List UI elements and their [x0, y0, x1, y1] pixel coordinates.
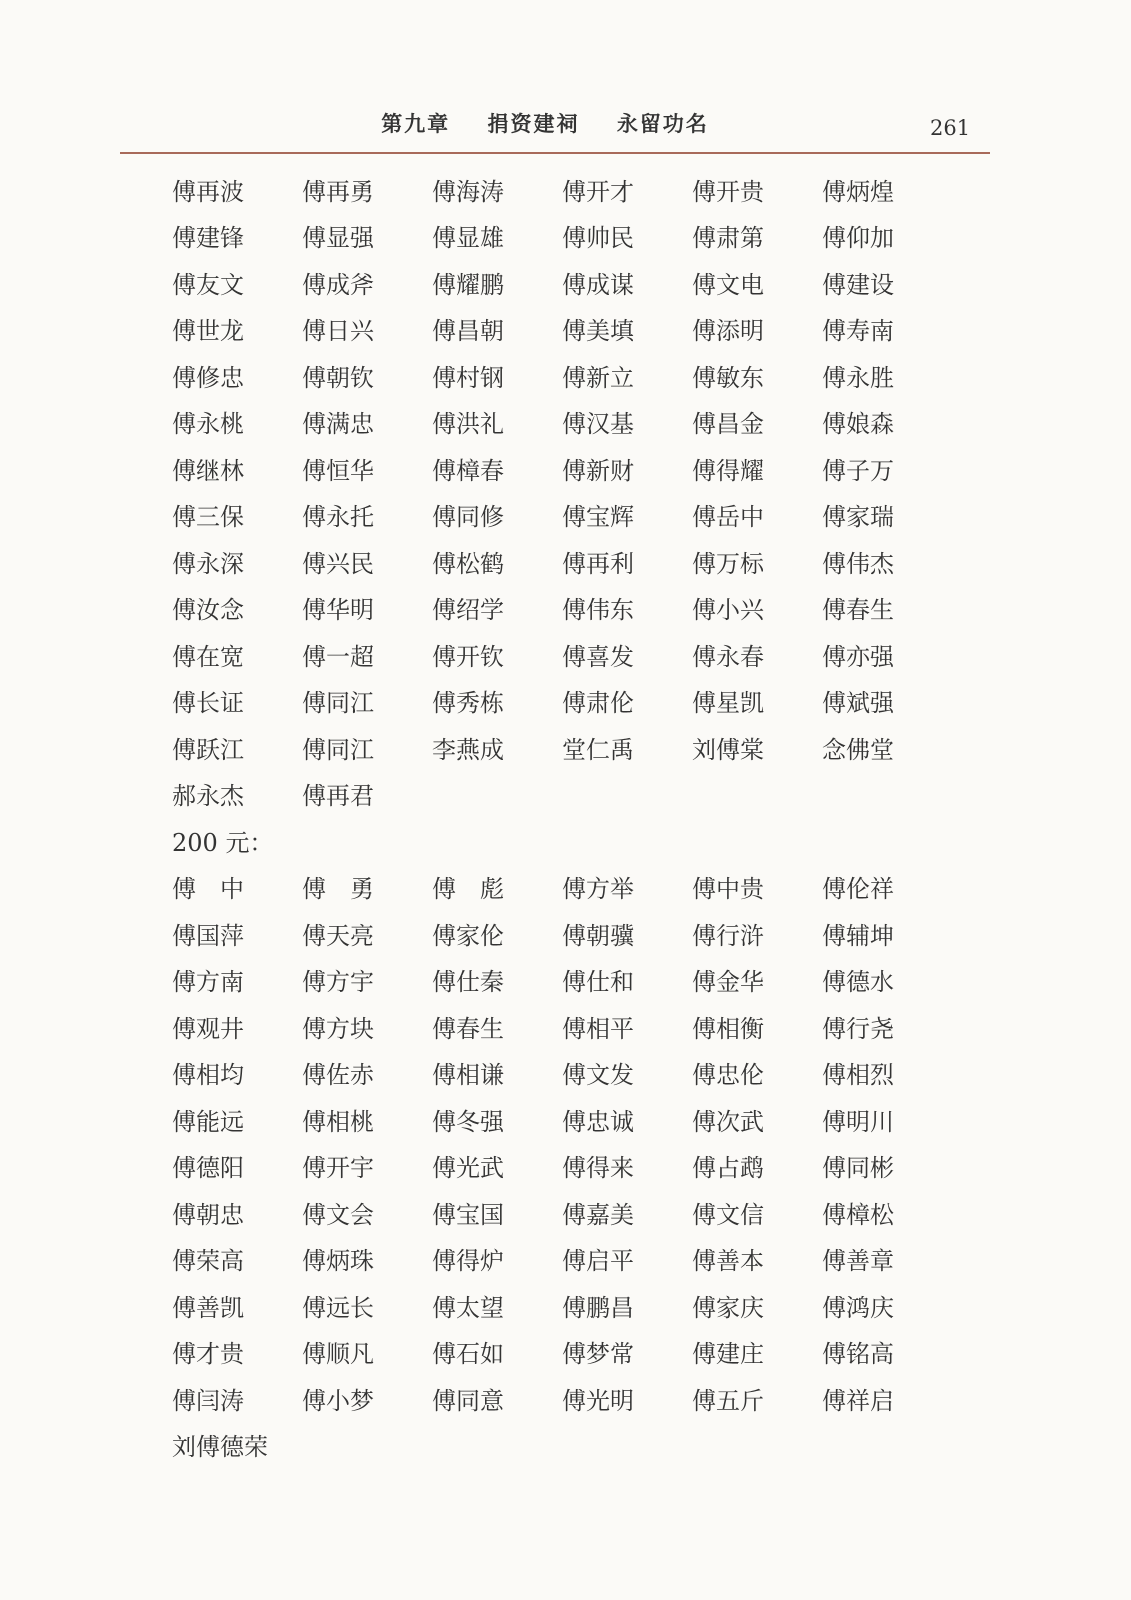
name-row	[172, 492, 972, 539]
chapter-subtitle-2: 永留功名	[616, 112, 709, 136]
donor-name: 傅荣高	[172, 1247, 244, 1276]
donor-name: 傅永胜	[822, 363, 894, 392]
name-row	[172, 910, 972, 957]
donor-name: 刘傅棠	[692, 735, 764, 764]
donor-name: 傅昌金	[692, 410, 764, 439]
donor-name: 傅添明	[692, 317, 764, 346]
donor-name: 念佛堂	[822, 735, 894, 764]
donor-name: 傅永托	[302, 503, 374, 532]
donor-name: 傅修忠	[172, 363, 244, 392]
donor-name: 傅伦祥	[822, 875, 894, 904]
donor-name: 傅仰加	[822, 224, 894, 253]
donor-name: 傅恒华	[302, 456, 374, 485]
donor-name: 傅相平	[562, 1014, 634, 1043]
donor-name: 傅开钦	[432, 642, 504, 671]
donor-section-200	[172, 864, 972, 1469]
donor-name: 傅国萍	[172, 921, 244, 950]
donor-name: 傅三保	[172, 503, 244, 532]
donor-name: 傅忠伦	[692, 1061, 764, 1090]
donor-name: 傅行尧	[822, 1014, 894, 1043]
name-row	[172, 678, 972, 725]
donor-name: 傅光武	[432, 1154, 504, 1183]
donor-name: 傅秀栋	[432, 689, 504, 718]
donor-name: 傅敏东	[692, 363, 764, 392]
donor-name: 傅永桃	[172, 410, 244, 439]
donor-name: 傅友文	[172, 270, 244, 299]
donor-name: 傅一超	[302, 642, 374, 671]
name-row	[172, 585, 972, 632]
donor-name: 傅美填	[562, 317, 634, 346]
donor-name: 傅宝辉	[562, 503, 634, 532]
name-row	[172, 864, 972, 911]
donor-name: 傅明川	[822, 1107, 894, 1136]
donor-name: 傅辅坤	[822, 921, 894, 950]
donor-name: 傅家伦	[432, 921, 504, 950]
page-number: 261	[930, 116, 971, 140]
donor-name: 刘傅德荣	[172, 1433, 268, 1462]
donor-name: 傅同彬	[822, 1154, 894, 1183]
donor-name: 傅相桃	[302, 1107, 374, 1136]
name-row	[172, 957, 972, 1004]
donor-name: 傅肃伦	[562, 689, 634, 718]
name-row	[172, 1282, 972, 1329]
name-row	[172, 259, 972, 306]
donor-section-1	[172, 166, 972, 817]
donor-name: 傅汝念	[172, 596, 244, 625]
donor-name: 傅占鹉	[692, 1154, 764, 1183]
donor-name: 傅炳珠	[302, 1247, 374, 1276]
donor-name: 傅开贵	[692, 177, 764, 206]
donor-name: 傅宝国	[432, 1200, 504, 1229]
donor-name: 傅成谋	[562, 270, 634, 299]
name-row	[172, 445, 972, 492]
donor-name: 傅行浒	[692, 921, 764, 950]
donor-name: 傅文发	[562, 1061, 634, 1090]
name-row	[172, 631, 972, 678]
chapter-number: 第九章	[381, 112, 451, 136]
donor-name: 傅得炉	[432, 1247, 504, 1276]
donor-name: 傅帅民	[562, 224, 634, 253]
donor-name: 傅春生	[822, 596, 894, 625]
donor-name: 傅方举	[562, 875, 634, 904]
name-row	[172, 399, 972, 446]
donor-name: 傅汉基	[562, 410, 634, 439]
chapter-subtitle-1: 捐资建祠	[487, 112, 580, 136]
donor-name: 傅岳中	[692, 503, 764, 532]
donor-name: 傅继林	[172, 456, 244, 485]
donor-name: 傅仕和	[562, 968, 634, 997]
donor-name: 傅顺凡	[302, 1340, 374, 1369]
name-row	[172, 724, 972, 771]
donor-name: 傅朝忠	[172, 1200, 244, 1229]
donor-name: 傅才贵	[172, 1340, 244, 1369]
donor-name: 傅亦强	[822, 642, 894, 671]
donor-name: 傅 彪	[432, 875, 504, 904]
donor-name: 傅启平	[562, 1247, 634, 1276]
donor-name: 傅新立	[562, 363, 634, 392]
donor-name: 傅在宽	[172, 642, 244, 671]
donor-name: 傅善章	[822, 1247, 894, 1276]
donor-name: 傅石如	[432, 1340, 504, 1369]
donor-name: 傅满忠	[302, 410, 374, 439]
donor-name: 傅仕秦	[432, 968, 504, 997]
donor-name: 傅春生	[432, 1014, 504, 1043]
name-row	[172, 1003, 972, 1050]
donor-name: 傅世龙	[172, 317, 244, 346]
donor-name: 傅永深	[172, 549, 244, 578]
donor-name: 傅朝骥	[562, 921, 634, 950]
donor-name: 傅闫涛	[172, 1386, 244, 1415]
donor-name: 傅文信	[692, 1200, 764, 1229]
name-row	[172, 352, 972, 399]
donor-name: 傅金华	[692, 968, 764, 997]
donor-name: 傅忠诚	[562, 1107, 634, 1136]
donor-name: 傅祥启	[822, 1386, 894, 1415]
donor-name: 傅永春	[692, 642, 764, 671]
donor-name: 傅华明	[302, 596, 374, 625]
donor-name: 傅同修	[432, 503, 504, 532]
donor-name: 傅新财	[562, 456, 634, 485]
donor-name: 傅再勇	[302, 177, 374, 206]
chapter-title	[0, 108, 1090, 138]
name-row	[172, 306, 972, 353]
donor-name: 傅建设	[822, 270, 894, 299]
donor-name: 傅梦常	[562, 1340, 634, 1369]
donor-name: 傅天亮	[302, 921, 374, 950]
donor-name: 傅洪礼	[432, 410, 504, 439]
donor-name: 傅小兴	[692, 596, 764, 625]
donor-name: 傅肃第	[692, 224, 764, 253]
name-row	[172, 771, 972, 818]
donor-name: 傅鹏昌	[562, 1293, 634, 1322]
donor-name: 傅同意	[432, 1386, 504, 1415]
donor-name: 傅佐赤	[302, 1061, 374, 1090]
donor-name: 傅观井	[172, 1014, 244, 1043]
donor-name: 傅万标	[692, 549, 764, 578]
donor-name: 傅建锋	[172, 224, 244, 253]
donor-name: 傅中贵	[692, 875, 764, 904]
donor-name: 傅相烈	[822, 1061, 894, 1090]
donor-name: 傅相衡	[692, 1014, 764, 1043]
donor-name: 傅 中	[172, 875, 244, 904]
donor-name: 傅方宇	[302, 968, 374, 997]
donor-name: 傅朝钦	[302, 363, 374, 392]
donor-name: 傅子万	[822, 456, 894, 485]
donor-name: 傅次武	[692, 1107, 764, 1136]
donor-name: 傅海涛	[432, 177, 504, 206]
donor-name: 傅嘉美	[562, 1200, 634, 1229]
name-row	[172, 1143, 972, 1190]
donor-name: 傅远长	[302, 1293, 374, 1322]
donor-name: 傅五斤	[692, 1386, 764, 1415]
donor-name: 傅寿南	[822, 317, 894, 346]
name-row	[172, 1096, 972, 1143]
donor-name: 傅松鹤	[432, 549, 504, 578]
donor-name: 傅绍学	[432, 596, 504, 625]
donor-name: 傅铭高	[822, 1340, 894, 1369]
donor-name: 傅文电	[692, 270, 764, 299]
donor-name: 傅相均	[172, 1061, 244, 1090]
donor-name: 堂仁禹	[562, 735, 634, 764]
donor-name: 傅再利	[562, 549, 634, 578]
donor-name: 傅伟杰	[822, 549, 894, 578]
donor-name: 傅同江	[302, 689, 374, 718]
header-divider	[120, 152, 990, 154]
donor-name: 傅文会	[302, 1200, 374, 1229]
donor-name: 傅喜发	[562, 642, 634, 671]
donor-name: 傅昌朝	[432, 317, 504, 346]
donor-name: 傅得来	[562, 1154, 634, 1183]
donor-name: 傅成斧	[302, 270, 374, 299]
donor-list	[172, 166, 972, 1468]
donor-name: 傅德阳	[172, 1154, 244, 1183]
donor-name: 傅显强	[302, 224, 374, 253]
donor-name: 傅兴民	[302, 549, 374, 578]
name-row	[172, 1236, 972, 1283]
donor-name: 傅显雄	[432, 224, 504, 253]
donor-name: 傅炳煌	[822, 177, 894, 206]
donor-name: 傅能远	[172, 1107, 244, 1136]
donor-name: 傅家瑞	[822, 503, 894, 532]
donor-name: 傅跃江	[172, 735, 244, 764]
donation-amount-label: 200 元：	[172, 828, 274, 857]
donor-name: 傅 勇	[302, 875, 374, 904]
name-row	[172, 1375, 972, 1422]
donor-name: 傅善凯	[172, 1293, 244, 1322]
donor-name: 傅日兴	[302, 317, 374, 346]
donor-name: 傅耀鹏	[432, 270, 504, 299]
donor-name: 傅星凯	[692, 689, 764, 718]
donor-name: 傅光明	[562, 1386, 634, 1415]
donor-name: 傅家庆	[692, 1293, 764, 1322]
donor-name: 郝永杰	[172, 782, 244, 811]
donor-name: 傅长证	[172, 689, 244, 718]
donor-name: 傅娘森	[822, 410, 894, 439]
name-row	[172, 1329, 972, 1376]
donor-name: 李燕成	[432, 735, 504, 764]
name-row	[172, 538, 972, 585]
donor-name: 傅得耀	[692, 456, 764, 485]
donor-name: 傅太望	[432, 1293, 504, 1322]
donor-name: 傅再君	[302, 782, 374, 811]
name-row	[172, 1422, 972, 1469]
donor-name: 傅樟春	[432, 456, 504, 485]
donor-name: 傅方南	[172, 968, 244, 997]
donor-name: 傅小梦	[302, 1386, 374, 1415]
donor-name: 傅村钢	[432, 363, 504, 392]
donor-name: 傅开宇	[302, 1154, 374, 1183]
donor-name: 傅善本	[692, 1247, 764, 1276]
donor-name: 傅鸿庆	[822, 1293, 894, 1322]
donor-name: 傅德水	[822, 968, 894, 997]
name-row	[172, 1189, 972, 1236]
donor-name: 傅相谦	[432, 1061, 504, 1090]
donor-name: 傅建庄	[692, 1340, 764, 1369]
name-row	[172, 213, 972, 260]
donor-name: 傅斌强	[822, 689, 894, 718]
name-row	[172, 1050, 972, 1097]
donor-name: 傅伟东	[562, 596, 634, 625]
donor-name: 傅方块	[302, 1014, 374, 1043]
donor-name: 傅再波	[172, 177, 244, 206]
donor-name: 傅开才	[562, 177, 634, 206]
donor-name: 傅同江	[302, 735, 374, 764]
donor-name: 傅冬强	[432, 1107, 504, 1136]
donor-name: 傅樟松	[822, 1200, 894, 1229]
name-row	[172, 166, 972, 213]
